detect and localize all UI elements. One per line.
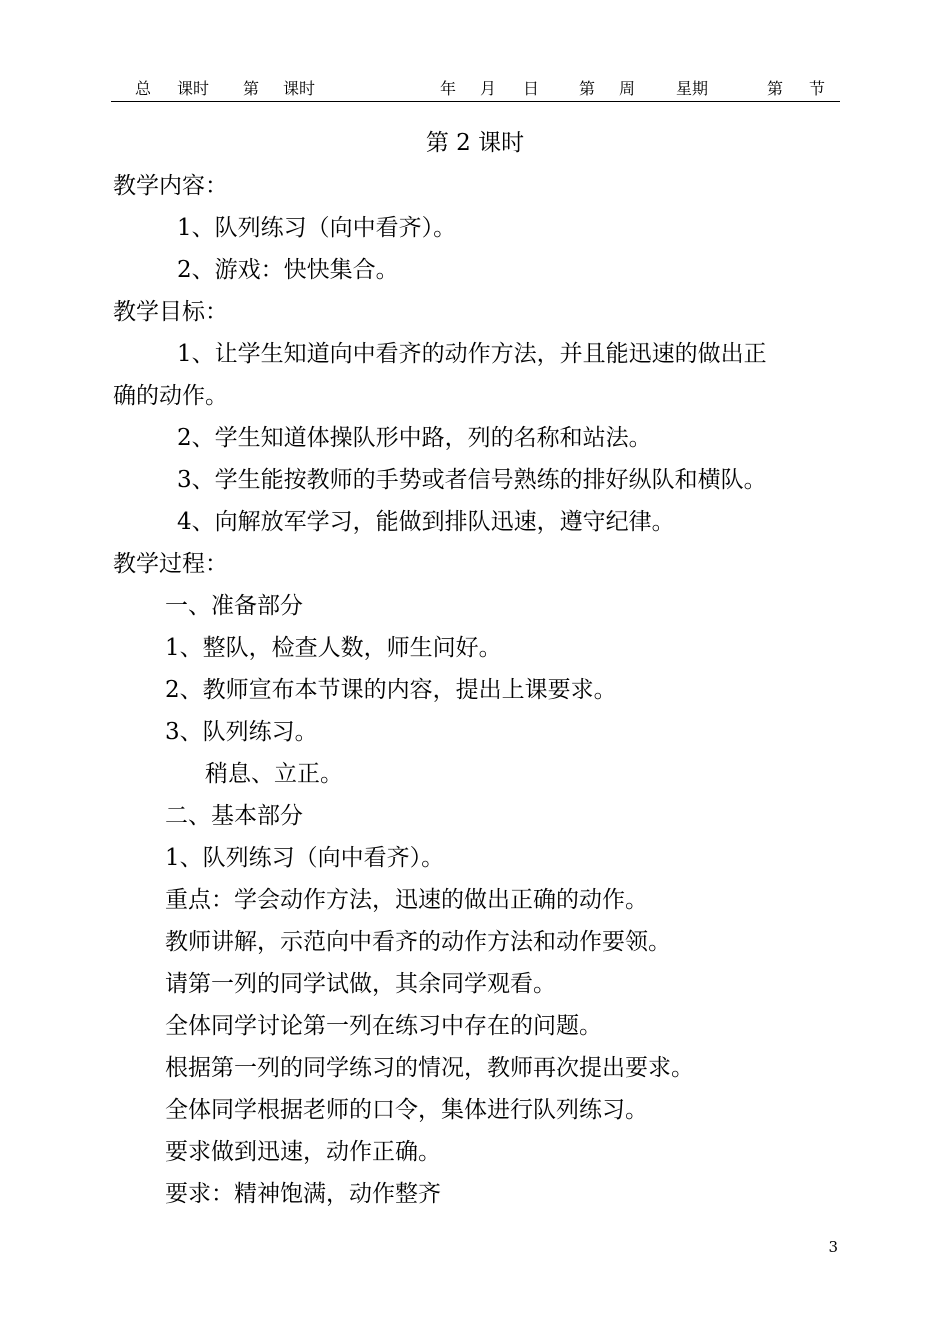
page-header xyxy=(111,79,840,102)
process-item: 2、教师宣布本节课的内容，提出上课要求。 xyxy=(165,677,617,703)
header-nth-label: 第 xyxy=(243,79,260,98)
process-detail: 稍息、立正。 xyxy=(205,761,343,787)
header-period-nth: 第 xyxy=(767,79,784,98)
header-period: 节 xyxy=(809,79,826,98)
section-heading-objectives: 教学目标： xyxy=(113,299,228,325)
process-item: 全体同学讨论第一列在练习中存在的问题。 xyxy=(165,1013,602,1039)
header-lesson-label: 课时 xyxy=(283,79,316,98)
header-year: 年 xyxy=(440,79,457,98)
header-week: 周 xyxy=(619,79,636,98)
objective-item-continued: 确的动作。 xyxy=(113,383,228,409)
process-item: 1、队列练习（向中看齐）。 xyxy=(165,845,445,871)
content-item: 2、游戏：快快集合。 xyxy=(177,257,399,283)
header-week-nth: 第 xyxy=(579,79,596,98)
objective-item: 3、学生能按教师的手势或者信号熟练的排好纵队和横队。 xyxy=(177,467,767,493)
process-item: 要求：精神饱满，动作整齐 xyxy=(165,1181,441,1207)
process-subheading: 一、准备部分 xyxy=(165,593,303,619)
process-item: 教师讲解，示范向中看齐的动作方法和动作要领。 xyxy=(165,929,671,955)
page-title: 第 2 课时 xyxy=(425,130,525,156)
process-subheading: 二、基本部分 xyxy=(165,803,303,829)
process-item: 重点：学会动作方法，迅速的做出正确的动作。 xyxy=(165,887,648,913)
header-day: 日 xyxy=(523,79,540,98)
process-item: 要求做到迅速，动作正确。 xyxy=(165,1139,441,1165)
objective-item: 4、向解放军学习，能做到排队迅速，遵守纪律。 xyxy=(177,509,675,535)
process-item: 3、队列练习。 xyxy=(165,719,318,745)
header-lesson-label: 课时 xyxy=(177,79,210,98)
section-heading-content: 教学内容： xyxy=(113,173,228,199)
content-item: 1、队列练习（向中看齐）。 xyxy=(177,215,457,241)
objective-item: 1、让学生知道向中看齐的动作方法，并且能迅速的做出正 xyxy=(177,341,767,367)
page-number: 3 xyxy=(828,1238,838,1256)
section-heading-process: 教学过程： xyxy=(113,551,228,577)
header-total-label: 总 xyxy=(135,79,152,98)
header-weekday: 星期 xyxy=(676,79,709,98)
process-item: 全体同学根据老师的口令，集体进行队列练习。 xyxy=(165,1097,648,1123)
objective-item: 2、学生知道体操队形中路，列的名称和站法。 xyxy=(177,425,652,451)
process-item: 根据第一列的同学练习的情况，教师再次提出要求。 xyxy=(165,1055,694,1081)
process-item: 请第一列的同学试做，其余同学观看。 xyxy=(165,971,556,997)
header-month: 月 xyxy=(480,79,497,98)
process-item: 1、整队，检查人数，师生问好。 xyxy=(165,635,502,661)
